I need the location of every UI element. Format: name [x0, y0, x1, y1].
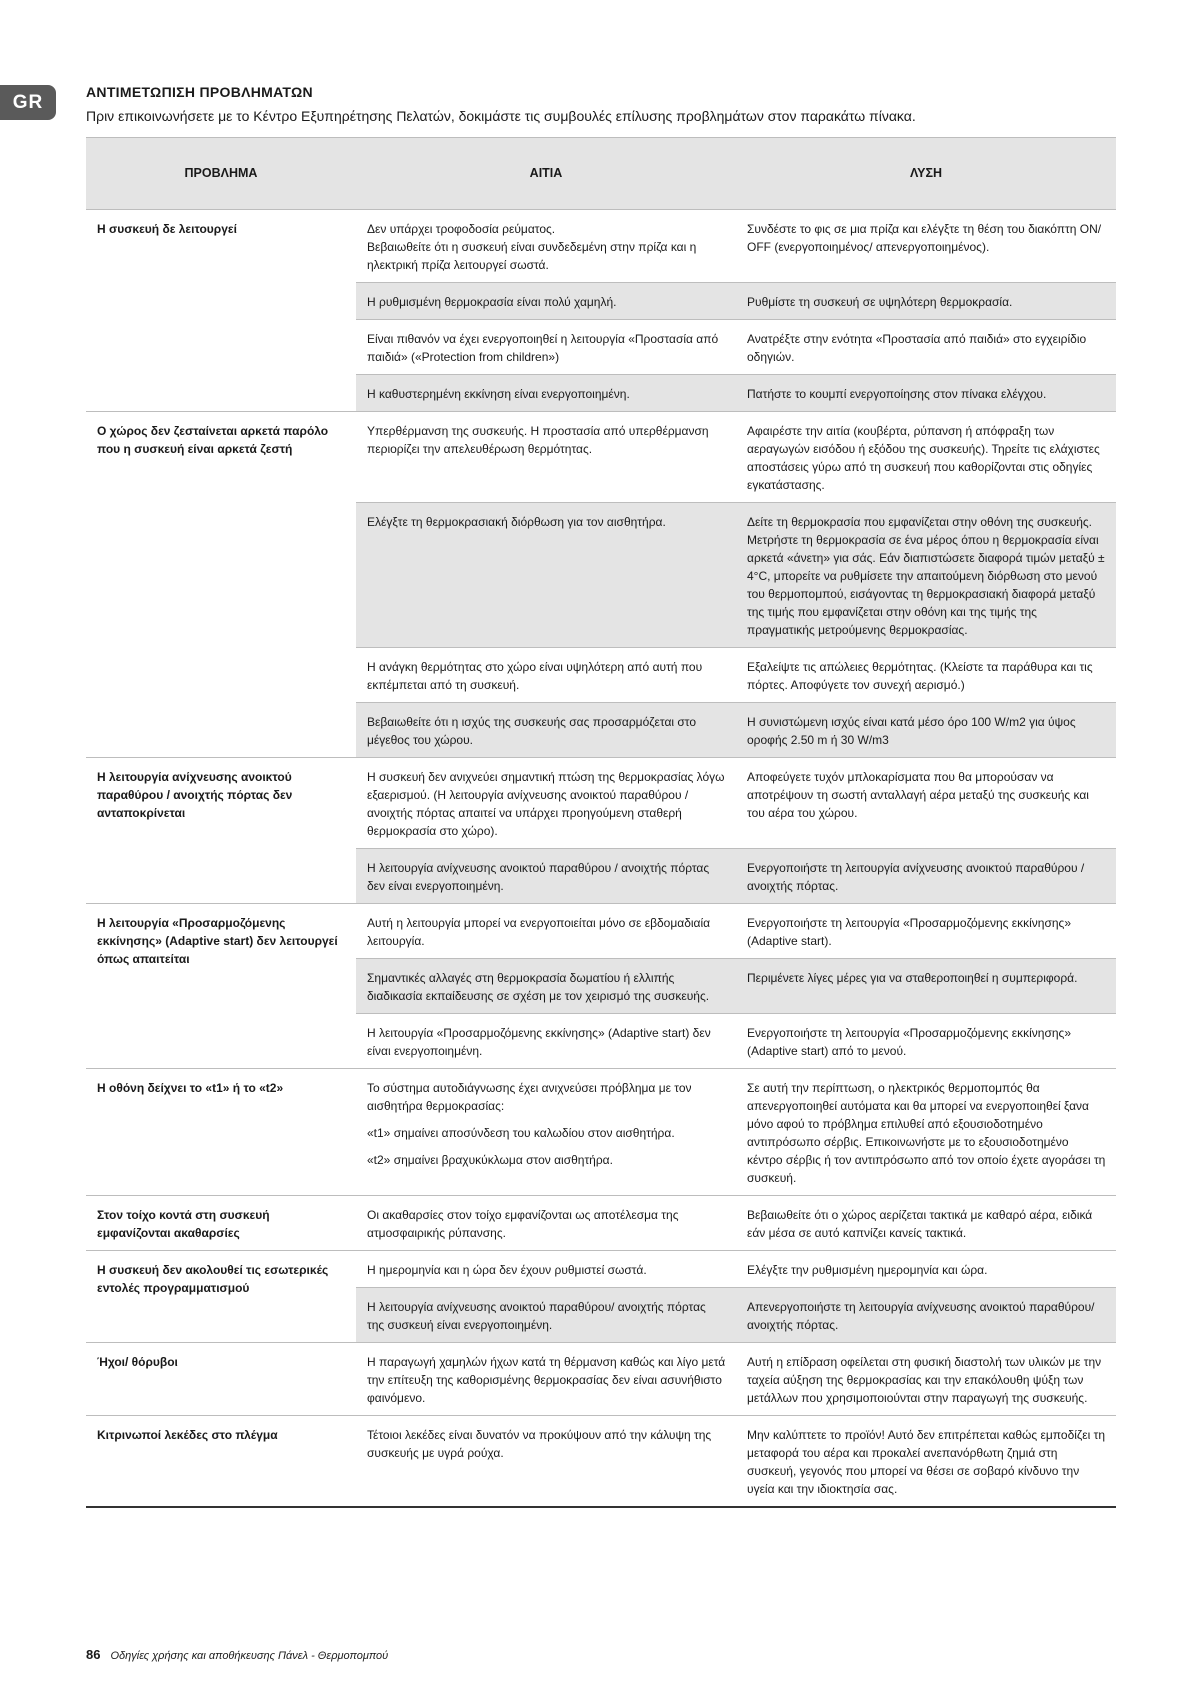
- solution-cell: Ανατρέξτε στην ενότητα «Προστασία από παιδιά» στο εγχειρίδιο οδηγιών.: [736, 320, 1116, 375]
- problem-cell: Ήχοι/ θόρυβοι: [86, 1343, 356, 1416]
- table-row: [86, 1251, 1116, 1288]
- solution-cell: Αφαιρέστε την αιτία (κουβέρτα, ρύπανση ή απόφραξη των αεραγωγών εισόδου ή εξόδου της συσκευής). Τηρείτε τις ελάχιστες αποστάσεις γύρω από τη συσκευή που καθορίζονται στις οδηγίες εγκατάστασης.: [736, 412, 1116, 503]
- solution-cell: Σε αυτή την περίπτωση, ο ηλεκτρικός θερμοπομπός θα απενεργοποιηθεί αυτόματα και θα μπορεί να ενεργοποιηθεί ξανα μόνο αφού το πρόβλημα επιλυθεί από εξουσιοδοτημένο αντιπρόσωπο σέρβις. Επικοινωνήστε με το εξουσιοδοτημένο κέντρο σέρβις ή τον αντιπρόσωπο από τον οποίο έχετε αγοράσει τη συσκευή.: [736, 1069, 1116, 1196]
- cause-line: Δεν υπάρχει τροφοδοσία ρεύματος.: [367, 222, 556, 236]
- cause-cell: Η συσκευή δεν ανιχνεύει σημαντική πτώση της θερμοκρασίας λόγω εξαερισμού. (Η λειτουργία ανίχνευσης ανοικτού παραθύρου / ανοιχτής πόρτας απαιτεί να υπάρχει προηγούμενη σταθερή θερμοκρασία στο χώρο).: [356, 758, 736, 849]
- page-number: 86: [86, 1647, 101, 1662]
- cause-cell: Τέτοιοι λεκέδες είναι δυνατόν να προκύψουν από την κάλυψη της συσκευής με υγρά ρούχα.: [356, 1416, 736, 1508]
- problem-cell: Η συσκευή δεν ακολουθεί τις εσωτερικές εντολές προγραμματισμού: [86, 1251, 356, 1343]
- table-header-row: [86, 138, 1116, 210]
- table-row: [86, 210, 1116, 283]
- cause-cell: Οι ακαθαρσίες στον τοίχο εμφανίζονται ως αποτέλεσμα της ατμοσφαιρικής ρύπανσης.: [356, 1196, 736, 1251]
- cause-cell: Αυτή η λειτουργία μπορεί να ενεργοποιείται μόνο σε εβδομαδιαία λειτουργία.: [356, 904, 736, 959]
- cause-line: Βεβαιωθείτε ότι η συσκευή είναι συνδεδεμένη στην πρίζα και η ηλεκτρική πρίζα λειτουργεί σωστά.: [367, 240, 697, 272]
- table-row: [86, 1069, 1116, 1196]
- problem-cell: Κιτρινωποί λεκέδες στο πλέγμα: [86, 1416, 356, 1508]
- table-row: [86, 412, 1116, 503]
- cause-cell: [356, 1069, 736, 1196]
- header-solution: ΛΥΣΗ: [736, 138, 1116, 210]
- cause-cell: Η παραγωγή χαμηλών ήχων κατά τη θέρμανση καθώς και λίγο μετά την επίτευξη της καθορισμένης θερμοκρασίας δεν είναι ασυνήθιστο φαινόμενο.: [356, 1343, 736, 1416]
- solution-cell: Περιμένετε λίγες μέρες για να σταθεροποιηθεί η συμπεριφορά.: [736, 959, 1116, 1014]
- solution-cell: Βεβαιωθείτε ότι ο χώρος αερίζεται τακτικά με καθαρό αέρα, ειδικά εάν μέσα σε αυτό καπνίζει κανείς τακτικά.: [736, 1196, 1116, 1251]
- problem-cell: Η λειτουργία ανίχνευσης ανοικτού παραθύρου / ανοιχτής πόρτας δεν ανταποκρίνεται: [86, 758, 356, 904]
- problem-cell: Η λειτουργία «Προσαρμοζόμενης εκκίνησης» (Adaptive start) δεν λειτουργεί όπως απαιτείται: [86, 904, 356, 1069]
- table-row: [86, 1343, 1116, 1416]
- page-title: ΑΝΤΙΜΕΤΩΠΙΣΗ ΠΡΟΒΛΗΜΑΤΩΝ: [86, 84, 313, 100]
- solution-cell: Αυτή η επίδραση οφείλεται στη φυσική διαστολή των υλικών με την ταχεία αύξηση της θερμοκρασίας και την επακόλουθη ψύξη των μετάλλων που χρησιμοποιούνται στην παραγωγή της συσκευής.: [736, 1343, 1116, 1416]
- solution-cell: Ελέγξτε την ρυθμισμένη ημερομηνία και ώρα.: [736, 1251, 1116, 1288]
- language-tab: GR: [0, 85, 56, 120]
- solution-cell: Ενεργοποιήστε τη λειτουργία «Προσαρμοζόμενης εκκίνησης» (Adaptive start).: [736, 904, 1116, 959]
- cause-paragraph: «t1» σημαίνει αποσύνδεση του καλωδίου στον αισθητήρα.: [367, 1126, 675, 1140]
- cause-cell: Η ρυθμισμένη θερμοκρασία είναι πολύ χαμηλή.: [356, 283, 736, 320]
- cause-cell: Η λειτουργία «Προσαρμοζόμενης εκκίνησης» (Adaptive start) δεν είναι ενεργοποιημένη.: [356, 1014, 736, 1069]
- cause-cell: Σημαντικές αλλαγές στη θερμοκρασία δωματίου ή ελλιπής διαδικασία εκπαίδευσης σε σχέση με τον χειρισμό της συσκευής.: [356, 959, 736, 1014]
- cause-paragraph: «t2» σημαίνει βραχυκύκλωμα στον αισθητήρα.: [367, 1153, 613, 1167]
- table-row: [86, 1196, 1116, 1251]
- cause-cell: Η λειτουργία ανίχνευσης ανοικτού παραθύρου/ ανοιχτής πόρτας της συσκευή είναι ενεργοποιημένη.: [356, 1288, 736, 1343]
- solution-cell: Ενεργοποιήστε τη λειτουργία «Προσαρμοζόμενης εκκίνησης» (Adaptive start) από το μενού.: [736, 1014, 1116, 1069]
- table-row: [86, 758, 1116, 849]
- problem-cell: Στον τοίχο κοντά στη συσκευή εμφανίζονται ακαθαρσίες: [86, 1196, 356, 1251]
- footer-title: Οδηγίες χρήσης και αποθήκευσης Πάνελ - Θερμοπομπού: [110, 1650, 389, 1662]
- cause-cell: Η ημερομηνία και η ώρα δεν έχουν ρυθμιστεί σωστά.: [356, 1251, 736, 1288]
- solution-cell: Ρυθμίστε τη συσκευή σε υψηλότερη θερμοκρασία.: [736, 283, 1116, 320]
- cause-cell: Η ανάγκη θερμότητας στο χώρο είναι υψηλότερη από αυτή που εκπέμπεται από τη συσκευή.: [356, 648, 736, 703]
- problem-cell: Η συσκευή δε λειτουργεί: [86, 210, 356, 412]
- header-problem: ΠΡΟΒΛΗΜΑ: [86, 138, 356, 210]
- cause-cell: Υπερθέρμανση της συσκευής. Η προστασία από υπερθέρμανση περιορίζει την απελευθέρωση θερμότητας.: [356, 412, 736, 503]
- solution-cell: Εξαλείψτε τις απώλειες θερμότητας. (Κλείστε τα παράθυρα και τις πόρτες. Αποφύγετε τον συνεχή αερισμό.): [736, 648, 1116, 703]
- cause-paragraph: Το σύστημα αυτοδιάγνωσης έχει ανιχνεύσει πρόβλημα με τον αισθητήρα θερμοκρασίας:: [367, 1081, 692, 1113]
- solution-cell: Απενεργοποιήστε τη λειτουργία ανίχνευσης ανοικτού παραθύρου/ ανοιχτής πόρτας.: [736, 1288, 1116, 1343]
- table-row: [86, 904, 1116, 959]
- cause-cell: Βεβαιωθείτε ότι η ισχύς της συσκευής σας προσαρμόζεται στο μέγεθος του χώρου.: [356, 703, 736, 758]
- cause-cell: Η λειτουργία ανίχνευσης ανοικτού παραθύρου / ανοιχτής πόρτας δεν είναι ενεργοποιημένη.: [356, 849, 736, 904]
- problem-cell: Η οθόνη δείχνει το «t1» ή το «t2»: [86, 1069, 356, 1196]
- solution-cell: Αποφεύγετε τυχόν μπλοκαρίσματα που θα μπορούσαν να αποτρέψουν τη σωστή ανταλλαγή αέρα μεταξύ της συσκευής και του αέρα του χώρου.: [736, 758, 1116, 849]
- solution-cell: Μην καλύπτετε το προϊόν! Αυτό δεν επιτρέπεται καθώς εμποδίζει τη μεταφορά του αέρα και προκαλεί ανεπανόρθωτη ζημιά στη συσκευή, γεγονός που μπορεί να θέσει σε σοβαρό κίνδυνο την υγεία και την ιδιοκτησία σας.: [736, 1416, 1116, 1508]
- page-footer: [86, 1647, 388, 1662]
- solution-cell: Ενεργοποιήστε τη λειτουργία ανίχνευσης ανοικτού παραθύρου / ανοιχτής πόρτας.: [736, 849, 1116, 904]
- solution-cell: Πατήστε το κουμπί ενεργοποίησης στον πίνακα ελέγχου.: [736, 375, 1116, 412]
- solution-cell: Συνδέστε το φις σε μια πρίζα και ελέγξτε τη θέση του διακόπτη ON/ OFF (ενεργοποιημένος/ απενεργοποιημένος).: [736, 210, 1116, 283]
- cause-cell: [356, 210, 736, 283]
- problem-cell: Ο χώρος δεν ζεσταίνεται αρκετά παρόλο που η συσκευή είναι αρκετά ζεστή: [86, 412, 356, 758]
- solution-cell: Δείτε τη θερμοκρασία που εμφανίζεται στην οθόνη της συσκευής. Μετρήστε τη θερμοκρασία σε ένα μέρος όπου η θερμοκρασία είναι αρκετά «άνετη» για σάς. Εάν διαπιστώσετε διαφορά τιμών μεταξύ ± 4°C, μπορείτε να ρυθμίσετε την απαιτούμενη διόρθωση στο μενού του θερμοπομπού, εισάγοντας τη θερμοκρασιακή διαφορά μεταξύ της τιμής που εμφανίζεται στην οθόνη και της τιμής της πραγματικής μετρούμενης θερμοκρασίας.: [736, 503, 1116, 648]
- cause-cell: Η καθυστερημένη εκκίνηση είναι ενεργοποιημένη.: [356, 375, 736, 412]
- cause-cell: Είναι πιθανόν να έχει ενεργοποιηθεί η λειτουργία «Προστασία από παιδιά» («Protection from children»): [356, 320, 736, 375]
- solution-cell: Η συνιστώμενη ισχύς είναι κατά μέσο όρο 100 W/m2 για ύψος οροφής 2.50 m ή 30 W/m3: [736, 703, 1116, 758]
- cause-cell: Ελέγξτε τη θερμοκρασιακή διόρθωση για τον αισθητήρα.: [356, 503, 736, 648]
- table-row: [86, 1416, 1116, 1508]
- header-cause: ΑΙΤΙΑ: [356, 138, 736, 210]
- intro-text: Πριν επικοινωνήσετε με το Κέντρο Εξυπηρέτησης Πελατών, δοκιμάστε τις συμβουλές επίλυσης προβλημάτων στον παρακάτω πίνακα.: [86, 108, 916, 124]
- troubleshooting-table: [86, 137, 1116, 1508]
